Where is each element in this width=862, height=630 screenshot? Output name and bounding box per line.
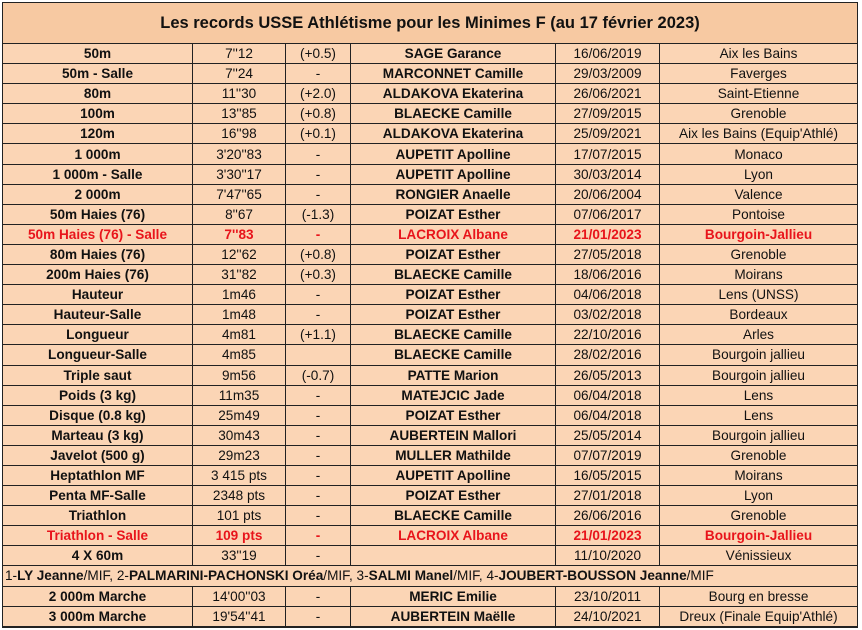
wind-cell: (+0.3) [286, 265, 351, 284]
place-cell: Bourgoin jallieu [712, 427, 805, 443]
date-cell: 17/07/2015 [556, 144, 660, 163]
wind-cell: - [286, 386, 351, 405]
athlete-cell: BLAECKE Camille [351, 345, 556, 364]
event-cell: 4 X 60m [3, 546, 193, 565]
record-row [3, 506, 857, 526]
relay-member-category: /MIF [686, 568, 714, 584]
relay-member-name: JOUBERT-BOUSSON Jeanne [498, 568, 687, 584]
place-cell: Grenoble [730, 508, 787, 524]
performance-cell: 12''62 [193, 245, 286, 264]
place-cell: Lyon [744, 488, 773, 504]
date-cell: 18/06/2016 [556, 265, 660, 284]
event-cell: Hauteur-Salle [3, 305, 193, 324]
wind-cell: (+0.5) [286, 44, 351, 63]
relay-team-cell [3, 566, 857, 585]
record-row [3, 265, 857, 285]
event-cell: Triathlon - Salle [3, 526, 193, 545]
event-cell: 100m [3, 104, 193, 123]
date-cell: 27/09/2015 [556, 104, 660, 123]
event-cell: 200m Haies (76) [3, 265, 193, 284]
record-row [3, 366, 857, 386]
record-row [3, 64, 857, 84]
performance-cell: 13''85 [193, 104, 286, 123]
event-cell: Disque (0.8 kg) [3, 406, 193, 425]
place-cell: Bourgoin jallieu [712, 347, 805, 363]
place-cell: Lens [743, 387, 774, 403]
performance-cell: 2348 pts [193, 486, 286, 505]
wind-cell: (+0.1) [286, 124, 351, 143]
place-cell: Arles [743, 327, 774, 343]
date-cell: 11/10/2020 [556, 546, 660, 565]
record-row [3, 466, 857, 486]
record-row [3, 205, 857, 225]
wind-cell [286, 345, 351, 364]
date-cell: 16/05/2015 [556, 466, 660, 485]
wind-cell: - [286, 466, 351, 485]
performance-cell: 101 pts [193, 506, 286, 525]
performance-cell: 109 pts [193, 526, 286, 545]
wind-cell: - [286, 225, 351, 244]
event-cell: Longueur-Salle [3, 345, 193, 364]
athlete-cell: MERIC Emilie [351, 587, 556, 606]
event-cell: Triple saut [3, 366, 193, 385]
athlete-cell: MARCONNET Camille [351, 64, 556, 83]
wind-cell: (-1.3) [286, 205, 351, 224]
relay-member-prefix: 3- [356, 568, 369, 584]
record-row [3, 245, 857, 265]
record-row [3, 124, 857, 144]
wind-cell: - [286, 406, 351, 425]
date-cell: 25/05/2014 [556, 426, 660, 445]
date-cell: 26/06/2021 [556, 84, 660, 103]
athlete-cell: POIZAT Esther [351, 285, 556, 304]
relay-member-prefix: 2- [116, 568, 129, 584]
place-cell: Lens [743, 407, 774, 423]
athlete-cell: AUPETIT Apolline [351, 165, 556, 184]
record-row [3, 587, 857, 607]
date-cell: 26/05/2013 [556, 366, 660, 385]
performance-cell: 30m43 [193, 426, 286, 445]
wind-cell: (+1.1) [286, 325, 351, 344]
record-row [3, 345, 857, 365]
date-cell: 28/02/2016 [556, 345, 660, 364]
athlete-cell: BLAECKE Camille [351, 265, 556, 284]
athlete-cell: RONGIER Anaelle [351, 185, 556, 204]
record-row [3, 546, 857, 566]
wind-cell: - [286, 486, 351, 505]
event-cell: 2 000m [3, 185, 193, 204]
athlete-cell: LACROIX Albane [351, 526, 556, 545]
event-cell: 2 000m Marche [3, 587, 193, 606]
date-cell: 27/01/2018 [556, 486, 660, 505]
wind-cell: - [286, 506, 351, 525]
performance-cell: 3 415 pts [193, 466, 286, 485]
date-cell: 06/04/2018 [556, 386, 660, 405]
date-cell: 06/04/2018 [556, 406, 660, 425]
date-cell: 04/06/2018 [556, 285, 660, 304]
performance-cell: 19'54''41 [193, 607, 286, 626]
date-cell: 07/06/2017 [556, 205, 660, 224]
athlete-cell: BLAECKE Camille [351, 325, 556, 344]
place-cell: Aix les Bains [719, 46, 798, 62]
relay-member-prefix: 1- [5, 568, 18, 584]
athlete-cell: MATEJCIC Jade [351, 386, 556, 405]
athlete-cell: POIZAT Esther [351, 486, 556, 505]
event-cell: 80m Haies (76) [3, 245, 193, 264]
performance-cell: 33''19 [193, 546, 286, 565]
date-cell: 30/03/2014 [556, 165, 660, 184]
performance-cell: 7''83 [193, 225, 286, 244]
records-sheet [2, 2, 858, 628]
event-cell: Poids (3 kg) [3, 386, 193, 405]
place-cell: Bourg en bresse [708, 588, 809, 604]
relay-member-category: /MIF, [453, 568, 487, 584]
date-cell: 21/01/2023 [556, 225, 660, 244]
relay-member-name: SALMI Manel [368, 568, 454, 584]
date-cell: 20/06/2004 [556, 185, 660, 204]
event-cell: Marteau (3 kg) [3, 426, 193, 445]
record-row [3, 144, 857, 164]
athlete-cell: ALDAKOVA Ekaterina [351, 124, 556, 143]
date-cell: 22/10/2016 [556, 325, 660, 344]
relay-member-category: /MIF, [323, 568, 357, 584]
performance-cell: 31''82 [193, 265, 286, 284]
wind-cell: (+0.8) [286, 245, 351, 264]
record-row [3, 285, 857, 305]
date-cell: 03/02/2018 [556, 305, 660, 324]
record-row [3, 325, 857, 345]
date-cell: 27/05/2018 [556, 245, 660, 264]
record-row [3, 386, 857, 406]
performance-cell: 4m81 [193, 325, 286, 344]
record-row [3, 486, 857, 506]
relay-member-prefix: 4- [486, 568, 499, 584]
wind-cell: - [286, 526, 351, 545]
performance-cell: 4m85 [193, 345, 286, 364]
performance-cell: 8''67 [193, 205, 286, 224]
relay-team-row [3, 566, 857, 586]
place-cell: Saint-Etienne [717, 86, 800, 102]
records-table [3, 44, 857, 627]
wind-cell: - [286, 144, 351, 163]
wind-cell: - [286, 546, 351, 565]
performance-cell: 29m23 [193, 446, 286, 465]
date-cell: 21/01/2023 [556, 526, 660, 545]
place-cell: Aix les Bains (Equip'Athlé) [679, 126, 838, 142]
wind-cell: - [286, 165, 351, 184]
event-cell: Javelot (500 g) [3, 446, 193, 465]
record-row [3, 426, 857, 446]
performance-cell: 1m46 [193, 285, 286, 304]
performance-cell: 25m49 [193, 406, 286, 425]
wind-cell: (+0.8) [286, 104, 351, 123]
sheet-title: Les records USSE Athlétisme pour les Minimes F (au 17 février 2023) [3, 3, 857, 44]
place-cell: Moirans [734, 468, 783, 484]
event-cell: 3 000m Marche [3, 607, 193, 626]
place-cell: Pontoise [732, 206, 785, 222]
performance-cell: 11m35 [193, 386, 286, 405]
date-cell: 23/10/2011 [556, 587, 660, 606]
record-row [3, 84, 857, 104]
athlete-cell: BLAECKE Camille [351, 506, 556, 525]
performance-cell: 11''30 [193, 84, 286, 103]
athlete-cell: MULLER Mathilde [351, 446, 556, 465]
athlete-cell: AUBERTEIN Mallori [351, 426, 556, 445]
place-cell: Monaco [734, 146, 783, 162]
wind-cell: - [286, 64, 351, 83]
date-cell: 25/09/2021 [556, 124, 660, 143]
athlete-cell: PATTE Marion [351, 366, 556, 385]
place-cell: Bourgoin jallieu [712, 367, 805, 383]
relay-member-category: /MIF, [83, 568, 117, 584]
place-cell: Faverges [730, 66, 787, 82]
date-cell: 24/10/2021 [556, 607, 660, 626]
record-row [3, 225, 857, 245]
athlete-cell: POIZAT Esther [351, 205, 556, 224]
performance-cell: 3'20''83 [193, 144, 286, 163]
athlete-cell: AUPETIT Apolline [351, 144, 556, 163]
performance-cell: 3'30''17 [193, 165, 286, 184]
place-cell: Grenoble [730, 246, 787, 262]
wind-cell: - [286, 587, 351, 606]
wind-cell: - [286, 285, 351, 304]
wind-cell: - [286, 607, 351, 626]
wind-cell: - [286, 426, 351, 445]
event-cell: 50m [3, 44, 193, 63]
record-row [3, 185, 857, 205]
athlete-cell [351, 546, 556, 565]
place-cell: Moirans [734, 267, 783, 283]
place-cell: Grenoble [730, 106, 787, 122]
wind-cell: - [286, 305, 351, 324]
date-cell: 16/06/2019 [556, 44, 660, 63]
wind-cell: (-0.7) [286, 366, 351, 385]
athlete-cell: POIZAT Esther [351, 245, 556, 264]
event-cell: 80m [3, 84, 193, 103]
place-cell: Lens (UNSS) [718, 287, 799, 303]
event-cell: 50m Haies (76) - Salle [3, 225, 193, 244]
event-cell: 1 000m [3, 144, 193, 163]
place-cell: Bourgoin-Jallieu [704, 226, 813, 242]
date-cell: 07/07/2019 [556, 446, 660, 465]
place-cell: Bordeaux [729, 307, 788, 323]
event-cell: Penta MF-Salle [3, 486, 193, 505]
relay-member-name: PALMARINI-PACHONSKI Oréa [128, 568, 324, 584]
athlete-cell: LACROIX Albane [351, 225, 556, 244]
performance-cell: 7''12 [193, 44, 286, 63]
athlete-cell: AUPETIT Apolline [351, 466, 556, 485]
event-cell: 1 000m - Salle [3, 165, 193, 184]
performance-cell: 16''98 [193, 124, 286, 143]
athlete-cell: SAGE Garance [351, 44, 556, 63]
record-row [3, 526, 857, 546]
record-row [3, 165, 857, 185]
event-cell: Triathlon [3, 506, 193, 525]
place-cell: Dreux (Finale Equip'Athlé) [679, 608, 838, 624]
date-cell: 29/03/2009 [556, 64, 660, 83]
record-row [3, 104, 857, 124]
relay-member-name: LY Jeanne [17, 568, 84, 584]
wind-cell: - [286, 185, 351, 204]
event-cell: Heptathlon MF [3, 466, 193, 485]
athlete-cell: POIZAT Esther [351, 305, 556, 324]
record-row [3, 446, 857, 466]
athlete-cell: AUBERTEIN Maëlle [351, 607, 556, 626]
record-row [3, 44, 857, 64]
place-cell: Grenoble [730, 447, 787, 463]
performance-cell: 7'47''65 [193, 185, 286, 204]
record-row [3, 406, 857, 426]
performance-cell: 9m56 [193, 366, 286, 385]
wind-cell: - [286, 446, 351, 465]
place-cell: Valence [734, 186, 783, 202]
record-row [3, 607, 857, 627]
wind-cell: (+2.0) [286, 84, 351, 103]
record-row [3, 305, 857, 325]
place-cell: Lyon [744, 166, 773, 182]
place-cell: Vénissieux [725, 548, 792, 564]
performance-cell: 1m48 [193, 305, 286, 324]
event-cell: Longueur [3, 325, 193, 344]
performance-cell: 14'00''03 [193, 587, 286, 606]
athlete-cell: POIZAT Esther [351, 406, 556, 425]
event-cell: 120m [3, 124, 193, 143]
event-cell: 50m Haies (76) [3, 205, 193, 224]
date-cell: 26/06/2016 [556, 506, 660, 525]
performance-cell: 7''24 [193, 64, 286, 83]
athlete-cell: BLAECKE Camille [351, 104, 556, 123]
place-cell: Bourgoin-Jallieu [704, 528, 813, 544]
athlete-cell: ALDAKOVA Ekaterina [351, 84, 556, 103]
event-cell: 50m - Salle [3, 64, 193, 83]
event-cell: Hauteur [3, 285, 193, 304]
